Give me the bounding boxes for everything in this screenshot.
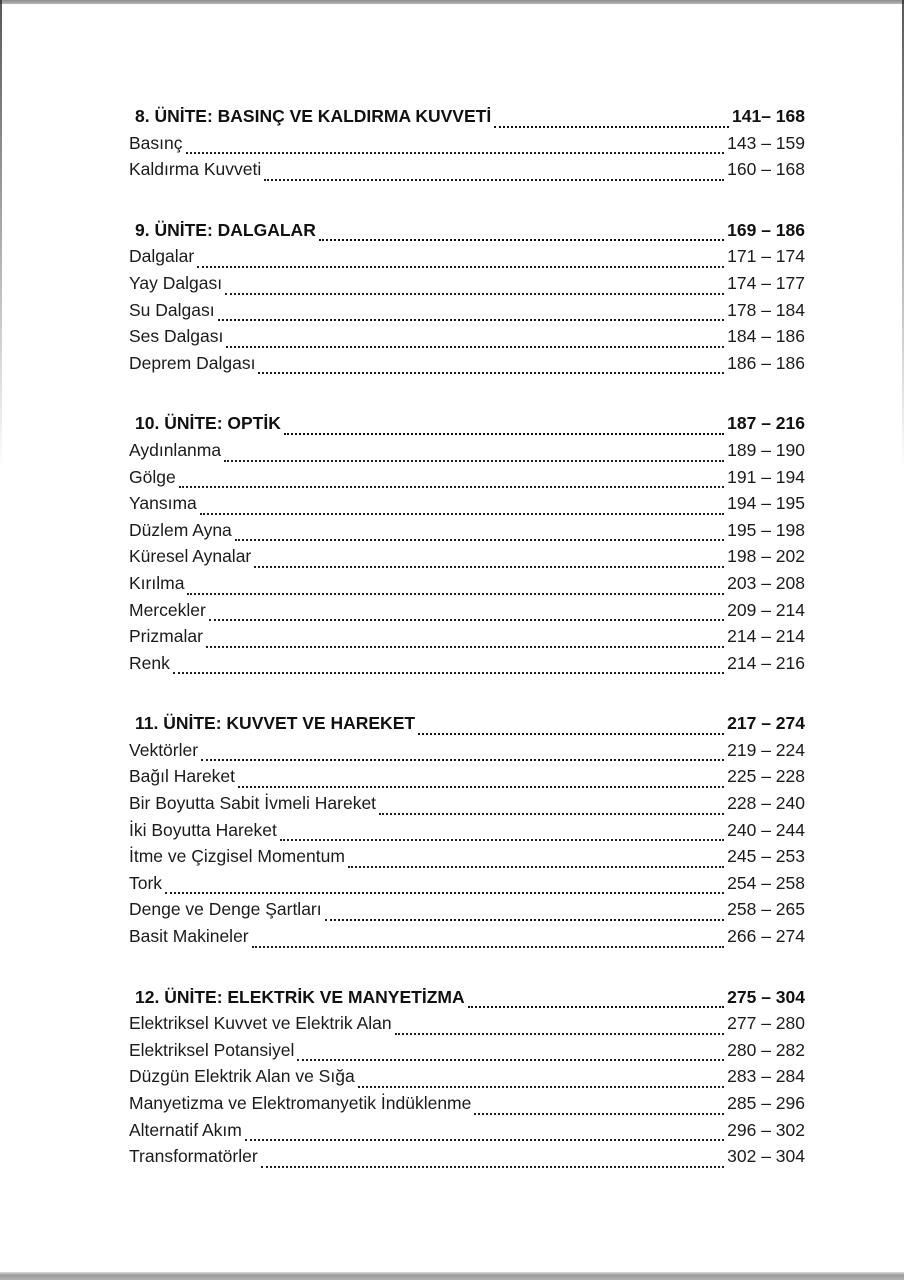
dot-leader	[345, 846, 727, 873]
toc-entry	[129, 1066, 805, 1093]
entry-title: Tork	[129, 872, 163, 893]
entry-title: Küresel Aynalar	[129, 546, 252, 567]
entry-page-range: 189 – 190	[727, 439, 805, 460]
entry-page-range: 195 – 198	[727, 519, 805, 540]
entry-title: Prizmalar	[129, 626, 203, 647]
dot-leader	[184, 573, 727, 600]
dot-leader	[235, 766, 727, 793]
dot-leader	[222, 273, 727, 300]
table-of-contents	[129, 106, 805, 1207]
dot-leader	[255, 353, 727, 380]
toc-entry	[129, 159, 805, 186]
toc-entry	[129, 326, 805, 353]
toc-entry	[129, 653, 805, 680]
entry-title: Vektörler	[129, 739, 199, 760]
entry-page-range: 285 – 296	[727, 1093, 805, 1113]
dot-leader	[294, 1040, 727, 1067]
dot-leader	[194, 246, 727, 273]
dot-leader	[465, 987, 728, 1014]
entry-page-range: 171 – 174	[727, 246, 805, 267]
toc-entry	[129, 246, 805, 273]
toc-unit-heading	[129, 106, 805, 133]
entry-title: İtme ve Çizgisel Momentum	[129, 846, 345, 867]
toc-entry	[129, 899, 805, 926]
entry-page-range: 245 – 253	[727, 846, 805, 867]
dot-leader	[355, 1066, 727, 1093]
entry-title: Manyetizma ve Elektromanyetik İndüklenme	[129, 1093, 472, 1113]
toc-section	[129, 106, 805, 186]
toc-unit-heading	[129, 713, 805, 740]
dot-leader	[232, 520, 727, 547]
toc-entry	[129, 467, 805, 494]
toc-entry	[129, 820, 805, 847]
entry-title: Renk	[129, 652, 170, 673]
toc-section	[129, 987, 805, 1173]
dot-leader	[471, 1093, 727, 1120]
entry-page-range: 214 – 216	[727, 652, 805, 673]
toc-entry	[129, 300, 805, 327]
unit-title: 9. ÜNİTE: DALGALAR	[135, 219, 316, 240]
toc-entry	[129, 766, 805, 793]
entry-page-range: 186 – 186	[727, 352, 805, 373]
entry-page-range: 209 – 214	[727, 599, 805, 620]
dot-leader	[203, 626, 727, 653]
dot-leader	[221, 440, 727, 467]
toc-entry	[129, 353, 805, 380]
dot-leader	[206, 600, 727, 627]
dot-leader	[170, 653, 727, 680]
entry-title: Elektriksel Potansiyel	[129, 1039, 295, 1060]
entry-title: Gölge	[129, 466, 176, 487]
entry-page-range: 214 – 214	[727, 626, 805, 647]
dot-leader	[415, 713, 727, 740]
toc-entry	[129, 273, 805, 300]
entry-page-range: 280 – 282	[727, 1039, 805, 1060]
dot-leader	[281, 413, 727, 440]
dot-leader	[242, 1120, 727, 1147]
toc-entry	[129, 600, 805, 627]
entry-page-range: 198 – 202	[727, 546, 805, 567]
entry-title: Deprem Dalgası	[129, 352, 256, 373]
toc-entry	[129, 133, 805, 160]
scan-artifact-top-bar	[0, 0, 904, 4]
entry-title: İki Boyutta Hareket	[129, 819, 277, 840]
entry-title: Transformatörler	[129, 1146, 258, 1167]
dot-leader	[162, 873, 727, 900]
dot-leader	[215, 300, 728, 327]
dot-leader	[491, 106, 732, 133]
dot-leader	[258, 1146, 727, 1173]
toc-entry	[129, 740, 805, 767]
entry-page-range: 283 – 284	[727, 1066, 805, 1087]
entry-page-range: 178 – 184	[727, 299, 805, 320]
toc-unit-heading	[129, 220, 805, 247]
entry-page-range: 174 – 177	[727, 272, 805, 293]
entry-page-range: 277 – 280	[727, 1013, 805, 1034]
dot-leader	[392, 1013, 728, 1040]
entry-page-range: 143 – 159	[727, 132, 805, 153]
entry-title: Yansıma	[129, 493, 197, 514]
entry-title: Dalgalar	[129, 246, 195, 267]
entry-title: Bir Boyutta Sabit İvmeli Hareket	[129, 793, 377, 814]
unit-title: 8. ÜNİTE: BASINÇ VE KALDIRMA KUVVETİ	[135, 106, 492, 126]
toc-entry	[129, 1040, 805, 1067]
dot-leader	[249, 926, 728, 953]
toc-entry	[129, 926, 805, 953]
dot-leader	[277, 820, 727, 847]
dot-leader	[376, 793, 727, 820]
dot-leader	[183, 133, 728, 160]
unit-title: 12. ÜNİTE: ELEKTRİK VE MANYETİZMA	[135, 986, 465, 1007]
entry-title: Yay Dalgası	[129, 272, 223, 293]
toc-unit-heading	[129, 987, 805, 1014]
unit-title: 10. ÜNİTE: OPTİK	[135, 413, 281, 434]
entry-page-range: 203 – 208	[727, 572, 805, 593]
entry-title: Düzlem Ayna	[129, 519, 232, 540]
entry-page-range: 191 – 194	[727, 466, 805, 487]
entry-title: Ses Dalgası	[129, 326, 224, 347]
dot-leader	[197, 493, 727, 520]
toc-section	[129, 713, 805, 952]
unit-page-range: 169 – 186	[727, 219, 805, 240]
toc-entry	[129, 1120, 805, 1147]
toc-entry	[129, 793, 805, 820]
dot-leader	[176, 467, 727, 494]
dot-leader	[261, 159, 727, 186]
entry-title: Basit Makineler	[129, 926, 249, 947]
entry-title: Aydınlanma	[129, 439, 222, 460]
entry-page-range: 225 – 228	[727, 766, 805, 787]
entry-page-range: 266 – 274	[727, 926, 805, 947]
unit-page-range: 217 – 274	[727, 713, 805, 734]
toc-entry	[129, 520, 805, 547]
entry-title: Kaldırma Kuvveti	[129, 159, 262, 180]
toc-entry	[129, 573, 805, 600]
entry-page-range: 302 – 304	[727, 1146, 805, 1167]
entry-page-range: 184 – 186	[727, 326, 805, 347]
entry-page-range: 296 – 302	[727, 1119, 805, 1140]
entry-page-range: 228 – 240	[727, 793, 805, 814]
toc-section	[129, 220, 805, 380]
unit-page-range: 187 – 216	[727, 413, 805, 434]
dot-leader	[322, 899, 728, 926]
entry-page-range: 219 – 224	[727, 739, 805, 760]
toc-entry	[129, 546, 805, 573]
entry-page-range: 254 – 258	[727, 872, 805, 893]
toc-unit-heading	[129, 413, 805, 440]
dot-leader	[223, 326, 727, 353]
dot-leader	[198, 740, 727, 767]
entry-title: Düzgün Elektrik Alan ve Sığa	[129, 1066, 355, 1087]
toc-section	[129, 413, 805, 679]
toc-entry	[129, 873, 805, 900]
entry-title: Bağıl Hareket	[129, 766, 236, 787]
toc-entry	[129, 1146, 805, 1173]
toc-entry	[129, 846, 805, 873]
toc-entry	[129, 626, 805, 653]
entry-title: Basınç	[129, 132, 183, 153]
entry-title: Elektriksel Kuvvet ve Elektrik Alan	[129, 1013, 392, 1034]
entry-title: Denge ve Denge Şartları	[129, 899, 322, 920]
scan-artifact-left-edge	[0, 0, 2, 470]
toc-entry	[129, 1013, 805, 1040]
scan-artifact-bottom-bar	[0, 1272, 904, 1280]
toc-entry	[129, 1093, 805, 1120]
entry-title: Alternatif Akım	[129, 1119, 242, 1140]
unit-page-range: 275 – 304	[727, 986, 805, 1007]
toc-entry	[129, 493, 805, 520]
dot-leader	[251, 546, 727, 573]
dot-leader	[316, 220, 727, 247]
unit-page-range: 141– 168	[732, 106, 805, 126]
entry-page-range: 194 – 195	[727, 493, 805, 514]
entry-title: Su Dalgası	[129, 299, 215, 320]
toc-entry	[129, 440, 805, 467]
unit-title: 11. ÜNİTE: KUVVET VE HAREKET	[135, 713, 416, 734]
entry-page-range: 240 – 244	[727, 819, 805, 840]
entry-page-range: 160 – 168	[727, 159, 805, 180]
entry-page-range: 258 – 265	[727, 899, 805, 920]
entry-title: Kırılma	[129, 572, 185, 593]
entry-title: Mercekler	[129, 599, 206, 620]
